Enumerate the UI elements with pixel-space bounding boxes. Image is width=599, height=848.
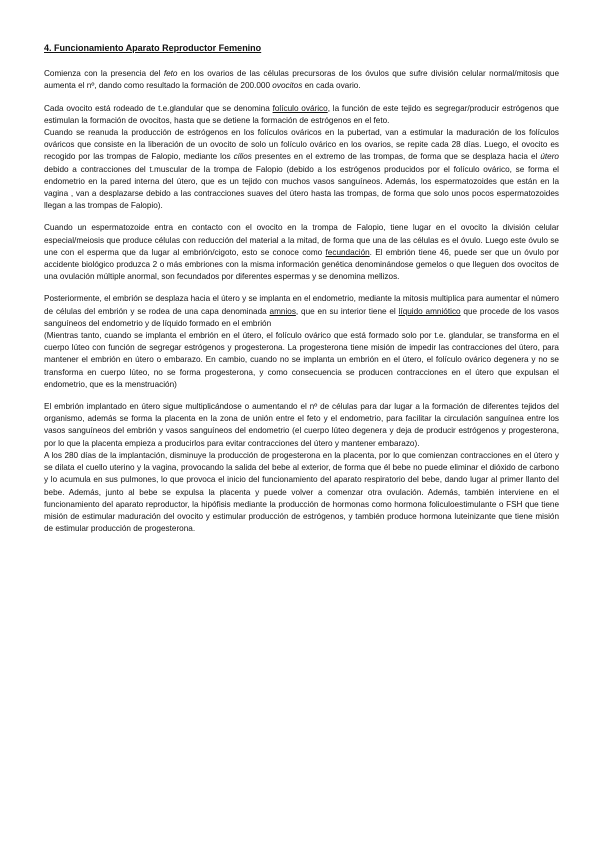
text-run: que procede de los vasos sanguíneos del endometrio y de líquido formado en el embrión	[44, 306, 559, 328]
italic-term-feto: feto	[163, 69, 178, 79]
italic-term-cilios: cilios	[233, 152, 252, 162]
italic-term-utero: útero	[540, 152, 559, 162]
text-run: en cada ovario.	[302, 81, 361, 91]
text-run: Comienza con la presencia del	[44, 69, 164, 79]
text-run: debido a contracciones del t.muscular de la trompa de Falopio (debido a los estrógenos producidos por el folículo ovárico, se forma el endometrio en la pared interna del útero, que es un tejido con muchos vasos sanguíneos. Además, los espermatozoides que están en la vagina , van a desplazarse debido a las contracciones suaves del útero hasta las trompas, de forma que solo unos pocos espermatozoides llegan a las trompas de Falopio).	[44, 164, 559, 211]
text-run: . El embrión tiene 46, puede ser que un óvulo por accidente biológico produzca 2 o más embriones con la misma información genética denominándose gemelos o que lleguen dos ovocitos de una ovulación múltiple anormal, son fecundados por diferentes espermas y se denomina mellizos.	[44, 247, 559, 282]
paragraph-fecundacion	[44, 222, 559, 283]
document-page	[44, 42, 559, 535]
text-run: , la función de este tejido es segregar/producir estrógenos que estimulan la formación de ovocitos, hasta que se detiene la formación de estrógenos en el feto.	[44, 103, 559, 125]
italic-term-ovocitos: ovocitos	[272, 81, 303, 91]
paragraph-cuerpo-luteo: (Mientras tanto, cuando se implanta el embrión en el útero, el folículo ovárico que está formado solo por t.e. glandular, se transforma en el cuerpo lúteo con función de segregar estrógenos y progesterona. La progesterona tiene misión de impedir las contracciones del útero, para mantener el embrión en útero o embarazo. En cambio, cuando no se implanta un embrión en el útero, el folículo ovárico degenera y no se transforma en cuerpo lúteo, no se forma progesterona, y como consecuencia se producen contracciones en el útero que expulsan el endometrio, que es la menstruación)	[44, 331, 559, 389]
text-run: Posteriormente, el embrión se desplaza hacia el útero y se implanta en el endometrio, mediante la mitosis multiplica para aumentar el número de células del embrión y se rodea de una capa denominada	[44, 294, 559, 316]
paragraph-placenta: El embrión implantado en útero sigue multiplicándose o aumentando el nº de células para dar lugar a la formación de diferentes tejidos del organismo, además se forma la placenta en la zona de unión entre el feto y el endometrio, para facilitar la circulación sanguínea entre los vasos sanguíneos del embrión y vasos sanguíneos del endometrio (el cuerpo lúteo degenera y deja de producir estrógenos y progesterona, por lo que la placenta empieza a producirlos para evitar contracciones del útero y mantener embarazo).	[44, 402, 559, 448]
text-run: Cuando se reanuda la producción de estrógenos en los folículos ováricos en la pubertad, van a estimular la maduración de los folículos ováricos que consiste en la liberación de un ovocito de solo un folículo ovárico en los ovarios, se repite cada 28 días. Luego, el ovocito es recogido por las trompas de Falopio, mediante los	[44, 128, 559, 162]
underlined-term-foliculo-ovarico: folículo ovárico	[272, 103, 328, 113]
paragraph-pubertad	[44, 127, 559, 212]
underlined-term-amnios: amnios	[269, 306, 296, 316]
underlined-term-fecundacion: fecundación	[325, 247, 370, 257]
paragraph-parto: A los 280 días de la implantación, disminuye la producción de progesterona en la placenta, por lo que comienzan contracciones en el útero y se dilata el cuello uterino y la vagina, provocando la salida del bebe al exterior, de forma que él bebe no puede eliminar el dióxido de carbono y lo acumula en sus pulmones, lo que provoca el inicio del funcionamiento del aparato respiratorio del bebe, dando lugar al primer llanto del bebe. Además, junto al bebe se expulsa la placenta y puede volver a comenzar otra ovulación. Además, también interviene en el funcionamiento del aparato reproductor, la hipófisis mediante la producción de hormonas como hormona foliculoestimulante o FSH que tiene misión de estimular maduración del ovocito y estimular producción de estrógenos, y también produce hormona luteinizante que tiene misión de estimular producción de progesterona.	[44, 450, 559, 534]
text-run: , que en su interior tiene el	[295, 306, 399, 316]
paragraph-implantacion	[44, 293, 559, 330]
text-run: Cuando un espermatozoide entra en contacto con el ovocito en la trompa de Falopio, tiene lugar en el ovocito la división celular especial/meiosis que produce células con reducción del material a la mitad, de forma que una de las células es el óvulo. Luego este óvulo se une con el esperma que da lugar al embrión/cigoto, esto se conoce como	[44, 223, 559, 257]
section-title: 4. Funcionamiento Aparato Reproductor Femenino	[44, 43, 262, 53]
underlined-term-liquido-amniotico: líquido amniótico	[398, 306, 461, 316]
text-run: en los ovarios de las células precursoras de los óvulos que sufre división celular normal/mitosis que aumenta el nº, dando como resultado la formación de 200.000	[44, 69, 559, 91]
text-run: presentes en el extremo de las trompas, de forma que se desplaza hacia el	[251, 152, 541, 162]
paragraph-foliculo	[44, 103, 559, 127]
paragraph-feto	[44, 68, 559, 92]
text-run: Cada ovocito está rodeado de t.e.glandular que se denomina	[44, 103, 273, 113]
